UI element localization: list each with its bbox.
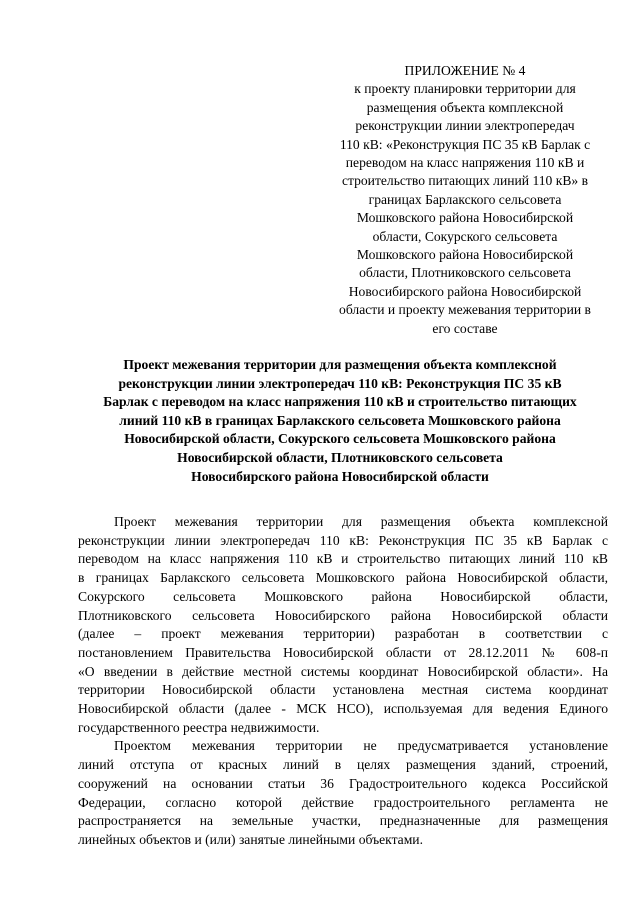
- document-title-line: Проект межевания территории для размещения объекта комплексной: [123, 357, 557, 372]
- annex-line: границах Барлакского сельсовета: [368, 191, 562, 207]
- document-title-line: Новосибирской области, Плотниковского сельсовета: [177, 449, 503, 465]
- annex-line: его составе: [432, 320, 498, 336]
- paragraph-line: государственного реестра недвижимости.: [78, 719, 320, 735]
- paragraph-line: сооружений на основании статьи 36 Градостроительного кодекса Российской: [78, 775, 608, 791]
- paragraph-line: распространяется на земельные участки, предназначенные для размещения: [78, 813, 608, 829]
- paragraph-line: Федерации, согласно которой действие градостроительного регламента не: [78, 794, 608, 810]
- paragraph-line: в границах Барлакского сельсовета Мошковского района Новосибирской области,: [78, 570, 608, 586]
- annex-title: ПРИЛОЖЕНИЕ № 4: [404, 63, 526, 78]
- paragraph-line: реконструкции линии электропередач 110 кВ: Реконструкция ПС 35 кВ Барлак с: [78, 532, 608, 548]
- annex-block: [322, 62, 608, 338]
- paragraph-line: линий отступа от красных линий в целях размещения зданий, строений,: [78, 757, 608, 773]
- paragraph-line: «О введении в действие местной системы координат Новосибирской области». На: [78, 663, 608, 679]
- annex-line: области, Плотниковского сельсовета: [359, 265, 571, 281]
- paragraph-line: Плотниковского сельсовета Новосибирского района Новосибирской области: [78, 607, 608, 623]
- document-title: [78, 356, 602, 486]
- paragraph-1: [78, 513, 608, 737]
- paragraph-line: линейных объектов и (или) занятые линейными объектами.: [78, 831, 423, 847]
- paragraph-line: постановлением Правительства Новосибирской области от 28.12.2011 № 608-п: [78, 644, 608, 660]
- annex-line: области, Сокурского сельсовета: [372, 228, 558, 244]
- paragraph-line: Проект межевания территории для размещения объекта комплексной: [114, 514, 608, 529]
- annex-line: 110 кВ: «Реконструкция ПС 35 кВ Барлак с: [339, 136, 591, 152]
- document-title-line: Барлак с переводом на класс напряжения 110 кВ и строительство питающих: [103, 394, 577, 410]
- annex-line: Новосибирского района Новосибирской: [348, 283, 582, 299]
- document-title-line: Новосибирской области, Сокурского сельсовета Мошковского района: [124, 431, 556, 447]
- paragraph-line: территории Новосибирской области установлена местная система координат: [78, 682, 608, 698]
- annex-line: Мошковского района Новосибирской: [356, 247, 574, 263]
- annex-line: к проекту планировки территории для: [354, 81, 576, 97]
- annex-line: размещения объекта комплексной: [366, 99, 564, 115]
- paragraph-2: [78, 737, 608, 849]
- document-title-line: реконструкции линии электропередач 110 кВ: Реконструкция ПС 35 кВ: [118, 375, 562, 391]
- body-text: [78, 513, 608, 850]
- document-title-line: линий 110 кВ в границах Барлакского сельсовета Мошковского района: [119, 412, 561, 428]
- annex-line: строительство питающих линий 110 кВ» в: [341, 173, 589, 189]
- paragraph-line: Сокурского сельсовета Мошковского района Новосибирской области,: [78, 588, 608, 604]
- annex-line: реконструкции линии электропередач: [355, 118, 575, 134]
- document-title-line: Новосибирского района Новосибирской области: [191, 468, 489, 484]
- paragraph-line: переводом на класс напряжения 110 кВ и строительство питающих линий 110 кВ: [78, 551, 608, 567]
- paragraph-line: Проектом межевания территории не предусматривается установление: [114, 738, 608, 754]
- annex-line: области и проекту межевания территории в: [339, 302, 591, 318]
- paragraph-line: Новосибирской области (далее - МСК НСО), используемая для ведения Единого: [78, 701, 608, 717]
- annex-line: Мошковского района Новосибирской: [356, 210, 574, 226]
- paragraph-line: (далее – проект межевания территории) разработан в соответствии с: [78, 626, 608, 642]
- annex-line: переводом на класс напряжения 110 кВ и: [345, 155, 585, 171]
